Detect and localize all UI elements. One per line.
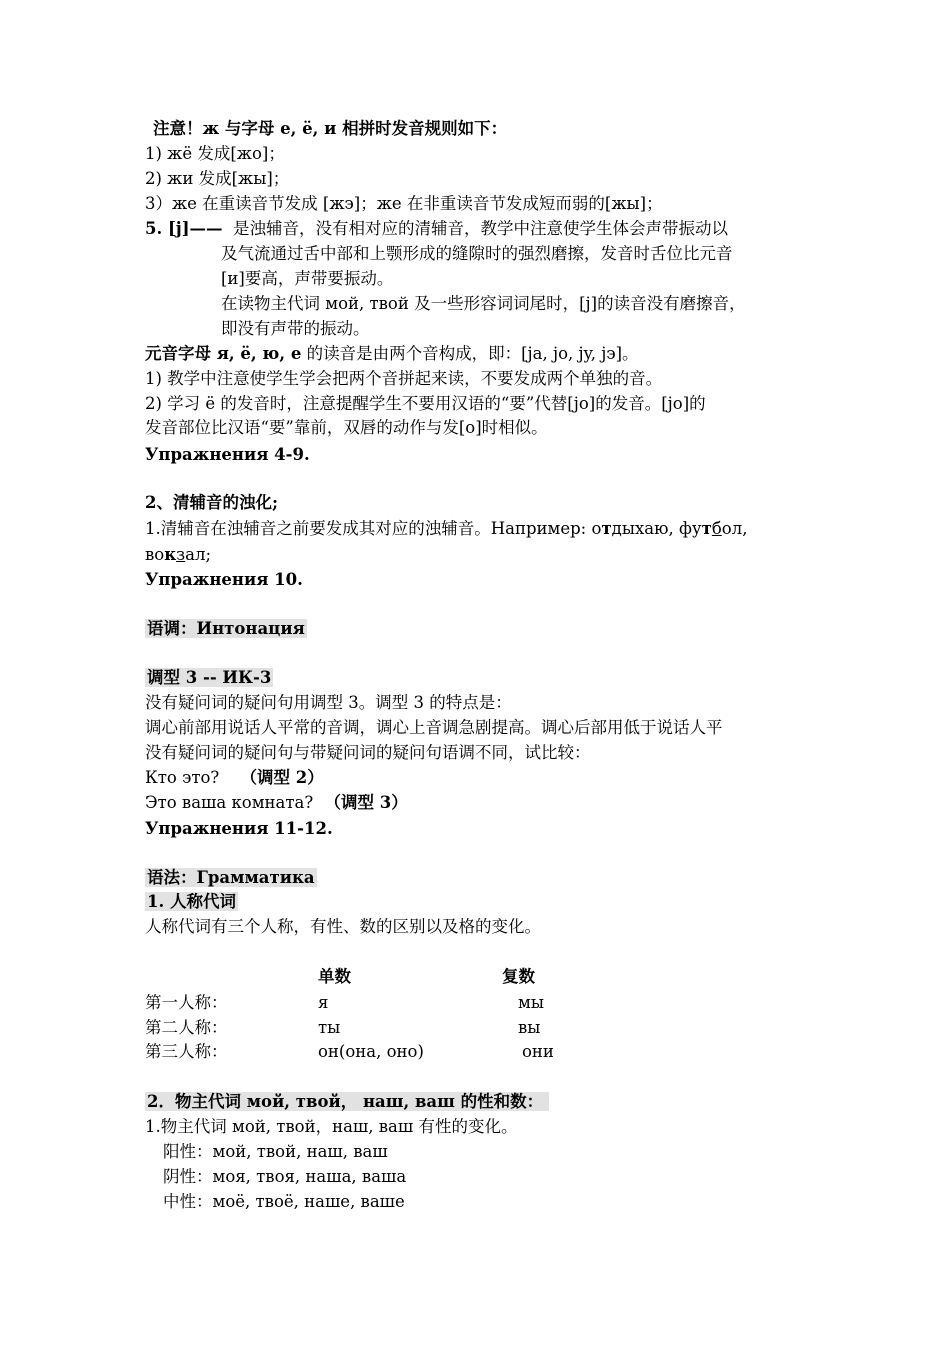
ex2-d: ол, (721, 519, 748, 538)
j-line-4: 在读物主代词 мой, твой 及一些形容词词尾时，[j]的读音没有磨擦音， (221, 294, 746, 313)
grammar-intro: 人称代词有三个人称，有性、数的区别以及格的变化。 (145, 917, 541, 936)
note-item-2: 2) жи 发成[жы]； (145, 169, 290, 188)
vowels-title-bold: 元音字母 я, ё, ю, е (145, 344, 302, 363)
row-3-plural: они (522, 1042, 554, 1061)
voicing-exercises: Упражнения 10. (145, 570, 303, 589)
intonation-heading: 语调：Интонация (147, 619, 305, 638)
voicing-line-1 (145, 518, 747, 540)
grammar-heading: 语法：Грамматика (147, 868, 315, 887)
ex3-d: ал; (185, 545, 212, 564)
example-2-tag: （调型 3） (324, 793, 408, 812)
row-2-person: 第二人称： (145, 1018, 228, 1037)
voicing-title: 2、清辅音的浊化; (145, 493, 279, 512)
ex1-d: ыхаю, (621, 519, 679, 538)
row-1-plural: мы (518, 993, 544, 1012)
j-line-1: 是浊辅音，没有相对应的清辅音，教学中注意使学生体会声带振动以 (233, 219, 728, 238)
ex3-a: во (145, 545, 165, 564)
vowels-line-3: 发音部位比汉语“要”靠前，双唇的动作与发[о]时相似。 (145, 418, 548, 437)
intonation-sub: 调型 3 -- ИК-3 (147, 668, 272, 687)
vowels-title (145, 343, 639, 365)
intonation-line-2: 调心前部用说话人平常的音调，调心上音调急剧提高。调心后部用低于说话人平 (145, 718, 723, 737)
note-title: 注意！ж 与字母 е, ё, и 相拼时发音规则如下： (153, 119, 508, 138)
example-2-text: Это ваша комната? (145, 793, 314, 812)
ex2-a: фу (678, 519, 702, 538)
voicing-line-2 (145, 544, 211, 566)
j-label: 5. [j]—— (145, 219, 223, 238)
note-item-3: 3）же 在重读音节发成 [жэ]；же 在非重读音节发成短而弱的[жы]； (145, 194, 663, 213)
row-1-person: 第一人称： (145, 993, 228, 1012)
gender-masculine: 阳性：мой, твой, наш, ваш (163, 1142, 388, 1161)
possessive-heading: 2．物主代词 мой, твой， наш, ваш 的性和数： (145, 1092, 549, 1111)
j-line-3: [и]要高，声带要振动。 (221, 269, 394, 288)
ex1-b: т (601, 519, 612, 538)
ex2-c: б (711, 519, 722, 538)
example-1-tag: （调型 2） (240, 768, 324, 787)
grammar-sub: 1. 人称代词 (147, 892, 236, 911)
voicing-line-1-prefix: 1.清辅音在浊辅音之前要发成其对应的浊辅音。Например: (145, 519, 592, 538)
intonation-exercises: Упражнения 11-12. (145, 819, 333, 838)
ex3-c: з (176, 545, 186, 564)
col-plural-header: 复数 (502, 967, 535, 986)
vowels-title-rest: 的读音是由两个音构成，即：[ja, jo, jy, jэ]。 (301, 344, 639, 363)
vowels-exercises: Упражнения 4-9. (145, 445, 310, 464)
note-item-1: 1) жё 发成[жо]； (145, 144, 285, 163)
ex1-a: о (591, 519, 602, 538)
gender-neuter: 中性：моё, твоё, наше, ваше (163, 1192, 405, 1211)
intonation-line-1: 没有疑问词的疑问句用调型 3。调型 3 的特点是： (145, 693, 512, 712)
intonation-line-3: 没有疑问词的疑问句与带疑问词的疑问句语调不同，试比较： (145, 743, 591, 762)
j-line-5: 即没有声带的振动。 (221, 319, 370, 338)
ex3-b: к (164, 545, 177, 564)
ex1-c: д (611, 519, 622, 538)
vowels-line-1: 1) 教学中注意使学生学会把两个音拼起来读，不要发成两个单独的音。 (145, 369, 663, 388)
row-2-singular: ты (318, 1018, 341, 1037)
intonation-example-1 (145, 767, 324, 789)
row-3-person: 第三人称： (145, 1042, 228, 1061)
possessive-intro: 1.物主代词 мой, твой，наш, ваш 有性的变化。 (145, 1117, 518, 1136)
example-1-text: Кто это? (145, 768, 220, 787)
intonation-example-2 (145, 792, 408, 814)
j-line-2: 及气流通过舌中部和上颚形成的缝隙时的强烈磨擦，发音时舌位比元音 (221, 244, 733, 263)
row-1-singular: я (318, 993, 329, 1012)
col-singular-header: 单数 (318, 967, 351, 986)
row-2-plural: вы (518, 1018, 541, 1037)
row-3-singular: он(она, оно) (318, 1042, 424, 1061)
vowels-line-2: 2) 学习 ё 的发音时，注意提醒学生不要用汉语的“要”代替[jo]的发音。[jo]的 (145, 394, 706, 413)
gender-feminine: 阴性：моя, твоя, наша, ваша (163, 1167, 407, 1186)
ex2-b: т (701, 519, 712, 538)
